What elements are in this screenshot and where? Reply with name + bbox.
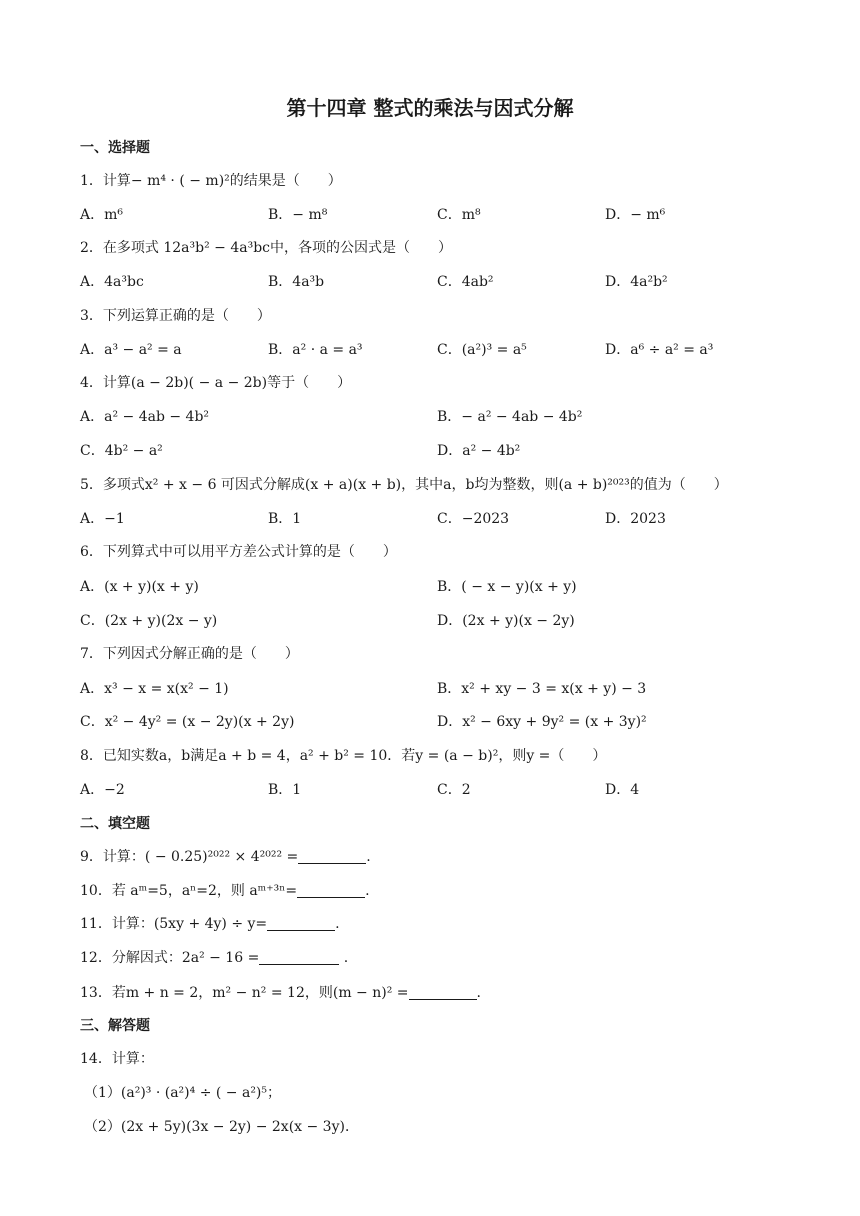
section-heading-solve: 三、解答题 <box>80 1018 150 1034</box>
question-1-option-b: B．− m⁸ <box>268 207 328 223</box>
question-11-text: 11．计算：(5xy + 4y) ÷ y= <box>80 916 268 932</box>
answer-blank[interactable] <box>409 985 477 1000</box>
section-heading-fill: 二、填空题 <box>80 816 150 832</box>
question-2-option-b: B．4a³b <box>268 274 325 290</box>
answer-blank[interactable] <box>267 916 335 931</box>
question-4-option-d: D．a² − 4b² <box>437 443 521 459</box>
question-6: 6．下列算式中可以用平方差公式计算的是（ ） <box>80 544 397 560</box>
question-1-option-d: D．− m⁶ <box>605 207 666 223</box>
question-12-end: . <box>339 950 349 966</box>
question-9-text: 9．计算：( − 0.25)²⁰²² × 4²⁰²² = <box>80 849 299 865</box>
question-5-option-b: B．1 <box>268 511 302 527</box>
question-13 <box>80 982 481 1002</box>
question-2-option-c: C．4ab² <box>437 274 494 290</box>
question-7-option-b: B．x² + xy − 3 = x(x + y) − 3 <box>437 681 647 697</box>
question-8-option-d: D．4 <box>605 782 640 798</box>
question-2-option-d: D．4a²b² <box>605 274 668 290</box>
question-10-text: 10．若 aᵐ=5，aⁿ=2，则 aᵐ⁺³ⁿ= <box>80 883 298 899</box>
question-6-option-b: B．( − x − y)(x + y) <box>437 579 577 595</box>
question-1-option-a: A．m⁶ <box>80 207 123 223</box>
question-5-option-d: D．2023 <box>605 511 666 527</box>
question-1: 1．计算− m⁴ · ( − m)²的结果是（ ） <box>80 173 342 189</box>
question-12 <box>80 947 348 967</box>
question-11 <box>80 913 340 933</box>
question-2: 2．在多项式 12a³b² − 4a³bc中，各项的公因式是（ ） <box>80 240 453 256</box>
question-14-part-2: （2）(2x + 5y)(3x − 2y) − 2x(x − 3y)． <box>84 1119 359 1135</box>
question-3: 3．下列运算正确的是（ ） <box>80 308 271 324</box>
section-heading-choice: 一、选择题 <box>80 140 150 156</box>
page-title: 第十四章 整式的乘法与因式分解 <box>286 96 574 120</box>
question-4-option-a: A．a² − 4ab − 4b² <box>80 409 210 425</box>
question-8-option-b: B．1 <box>268 782 302 798</box>
question-10 <box>80 880 370 900</box>
question-14: 14．计算： <box>80 1051 154 1067</box>
question-8: 8．已知实数a，b满足a + b = 4，a² + b² = 10．若y = (a − b)²，则y =（ ） <box>80 748 607 764</box>
question-5-option-a: A．−1 <box>80 511 125 527</box>
question-3-option-d: D．a⁶ ÷ a² = a³ <box>605 342 714 358</box>
question-4-option-b: B．− a² − 4ab − 4b² <box>437 409 583 425</box>
question-7: 7．下列因式分解正确的是（ ） <box>80 646 299 662</box>
answer-blank[interactable] <box>259 950 339 965</box>
question-1-option-c: C．m⁸ <box>437 207 481 223</box>
answer-blank[interactable] <box>297 883 365 898</box>
question-9 <box>80 846 371 866</box>
question-6-option-d: D．(2x + y)(x − 2y) <box>437 613 575 629</box>
question-13-end: . <box>476 985 481 1001</box>
question-7-option-c: C．x² − 4y² = (x − 2y)(x + 2y) <box>80 714 295 730</box>
question-7-option-d: D．x² − 6xy + 9y² = (x + 3y)² <box>437 714 647 730</box>
question-3-option-a: A．a³ − a² = a <box>80 342 182 358</box>
question-11-end: . <box>335 916 340 932</box>
question-8-option-c: C．2 <box>437 782 471 798</box>
answer-blank[interactable] <box>298 849 366 864</box>
question-10-end: . <box>365 883 370 899</box>
question-5-option-c: C．−2023 <box>437 511 510 527</box>
question-5: 5．多项式x² + x − 6 可因式分解成(x + a)(x + b)，其中a，b均为整数，则(a + b)²⁰²³的值为（ ） <box>80 477 728 493</box>
question-4: 4．计算(a − 2b)( − a − 2b)等于（ ） <box>80 375 352 391</box>
question-4-option-c: C．4b² − a² <box>80 443 163 459</box>
question-6-option-c: C．(2x + y)(2x − y) <box>80 613 218 629</box>
question-2-option-a: A．4a³bc <box>80 274 144 290</box>
question-13-text: 13．若m + n = 2，m² − n² = 12，则(m − n)² = <box>80 985 409 1001</box>
question-14-part-1: （1）(a²)³ · (a²)⁴ ÷ ( − a²)⁵； <box>84 1085 282 1101</box>
question-7-option-a: A．x³ − x = x(x² − 1) <box>80 681 229 697</box>
question-12-text: 12．分解因式：2a² − 16 = <box>80 950 260 966</box>
question-9-end: . <box>366 849 371 865</box>
question-3-option-b: B．a² · a = a³ <box>268 342 363 358</box>
question-6-option-a: A．(x + y)(x + y) <box>80 579 199 595</box>
question-8-option-a: A．−2 <box>80 782 125 798</box>
question-3-option-c: C．(a²)³ = a⁵ <box>437 342 527 358</box>
